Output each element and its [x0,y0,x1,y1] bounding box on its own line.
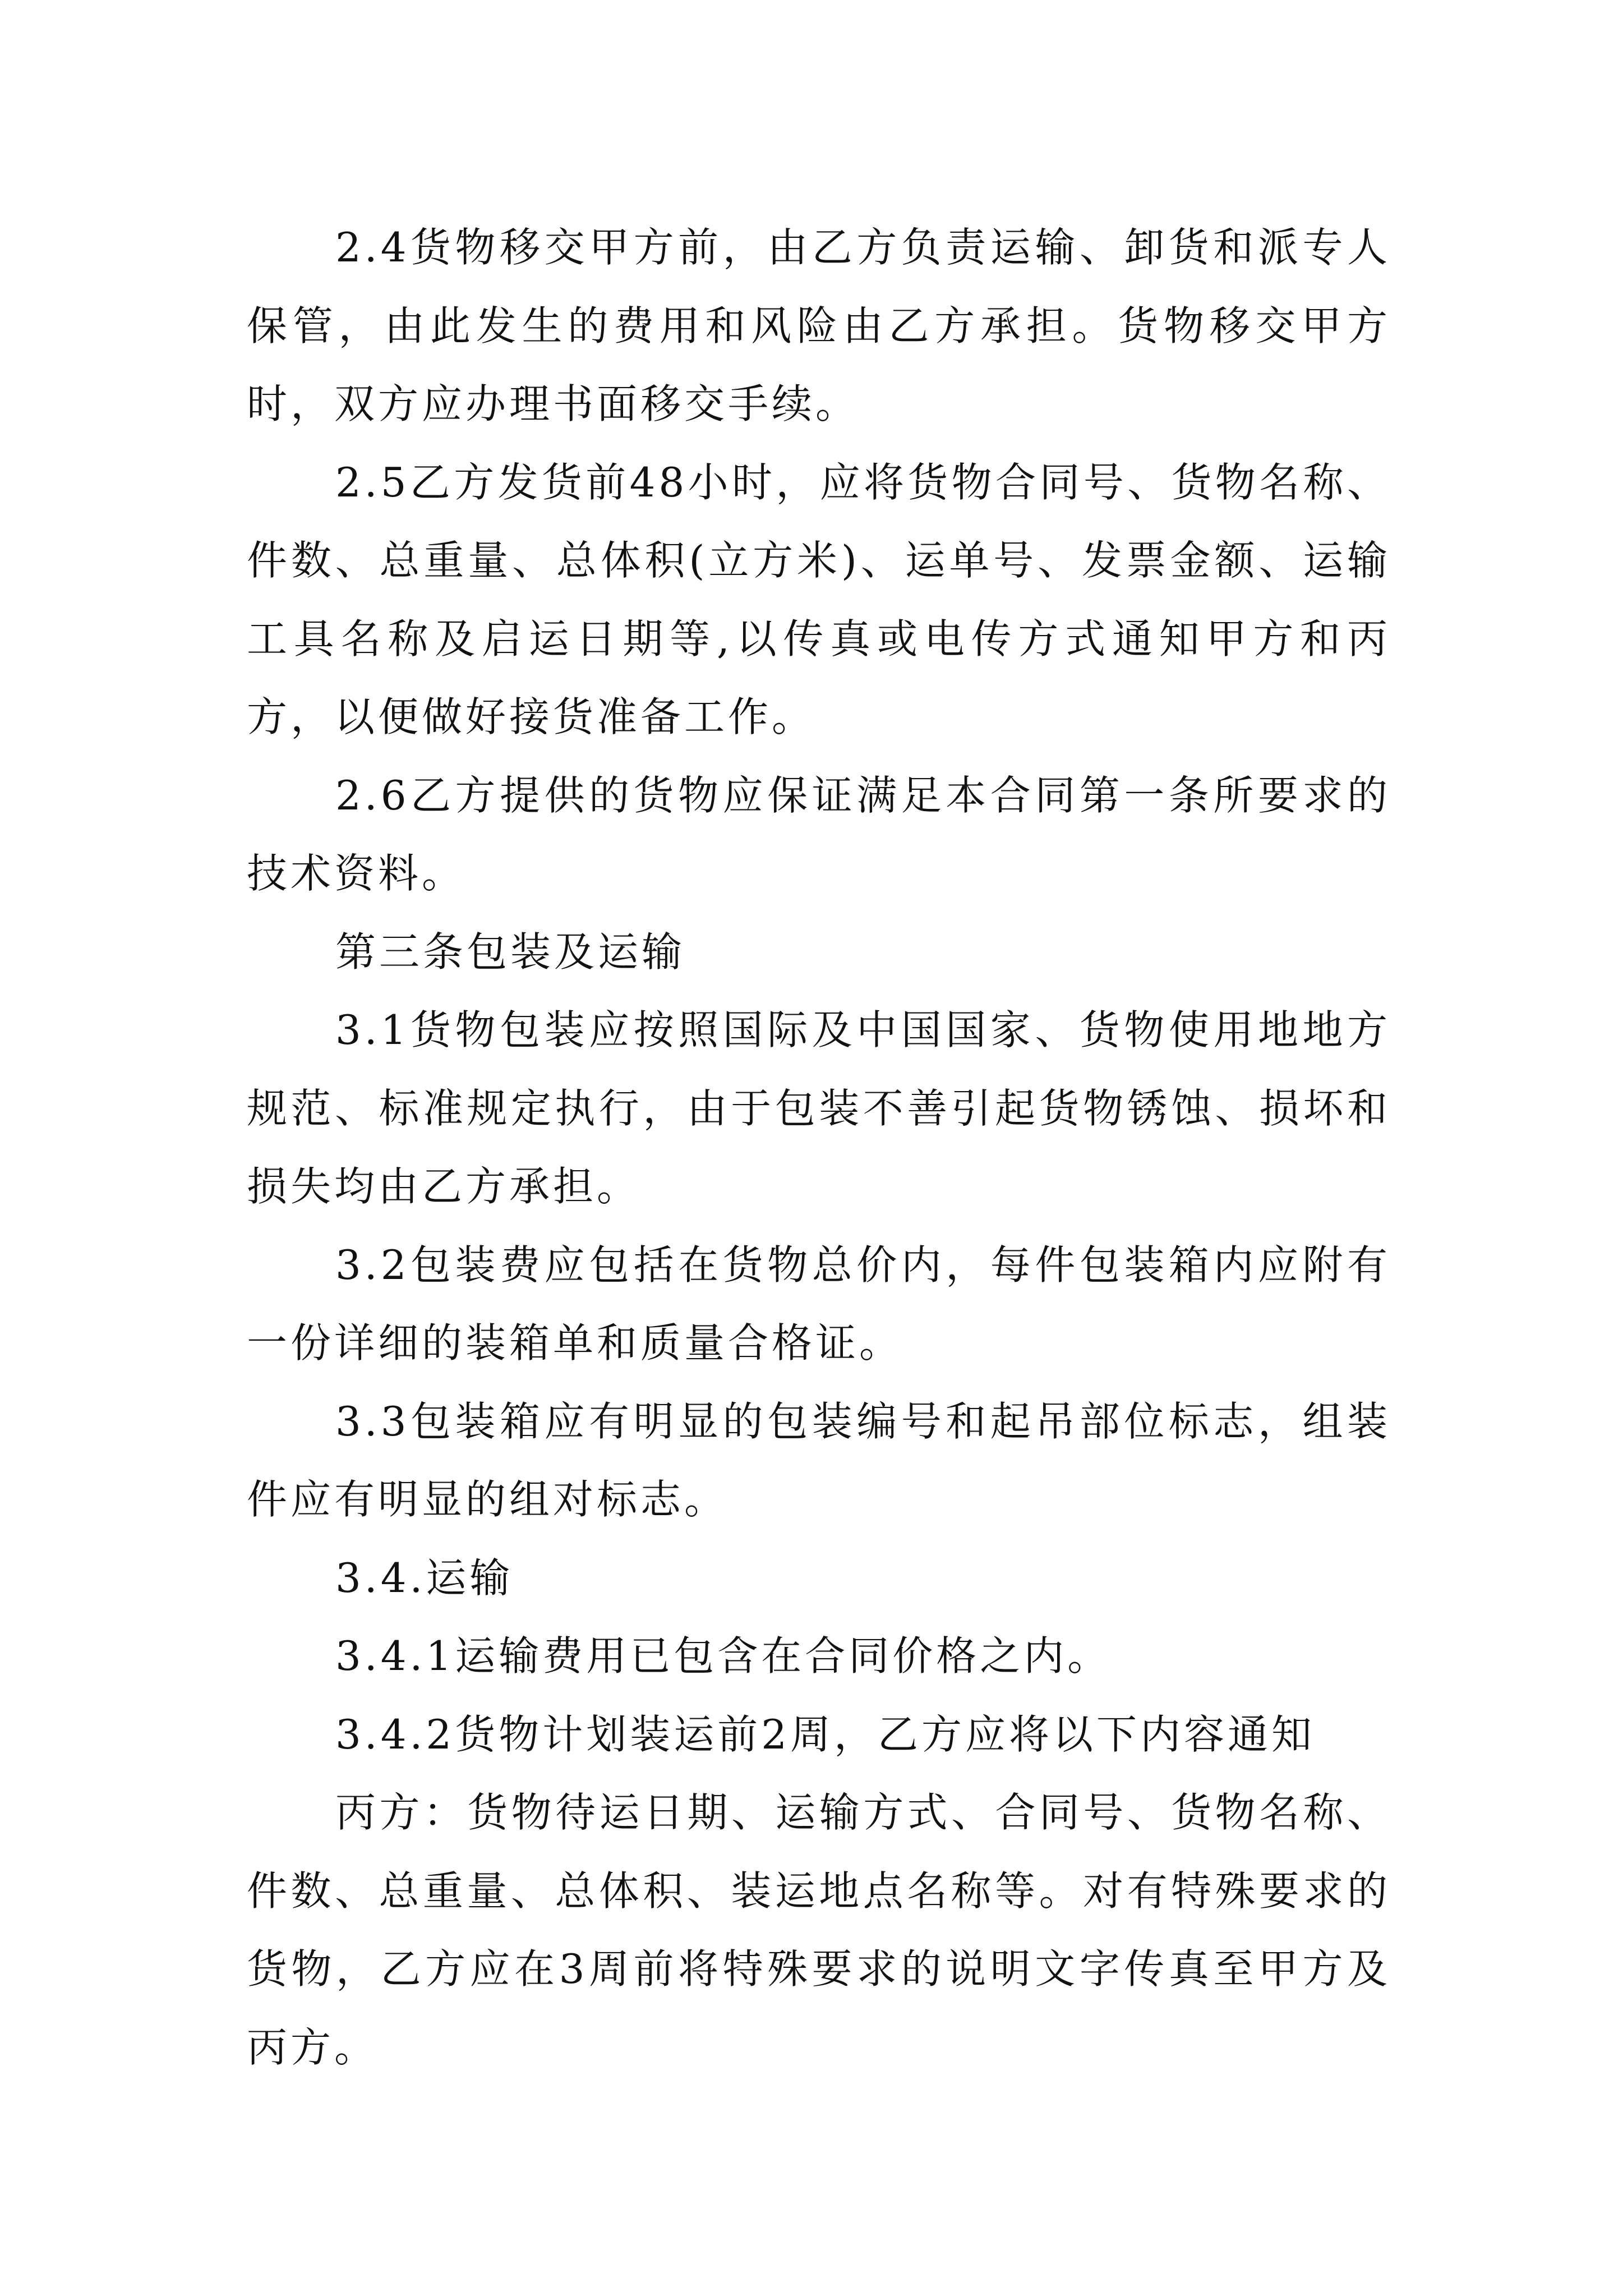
paragraph-3-4: 3.4.运输 [335,1554,514,1602]
paragraph-2-5: 2.5乙方发货前48小时，应将货物合同号、货物名称、件数、总重量、总体积(立方米)、运单号、发票金额、运输工具名称及启运日期等,以传真或电传方式通知甲方和丙方，以便做好接货准备工作。 [247,458,1391,740]
paragraph-3-1: 3.1货物包装应按照国际及中国国家、货物使用地地方规范、标准规定执行，由于包装不善引起货物锈蚀、损坏和损失均由乙方承担。 [247,1006,1391,1210]
paragraph-3-4-2-continued: 丙方：货物待运日期、运输方式、合同号、货物名称、件数、总重量、总体积、装运地点名称等。对有特殊要求的货物，乙方应在3周前将特殊要求的说明文字传真至甲方及丙方。 [247,1789,1391,2071]
paragraph-3-4-2: 3.4.2货物计划装运前2周，乙方应将以下内容通知 [335,1710,1316,1758]
paragraph-3-4-1: 3.4.1运输费用已包含在合同价格之内。 [335,1632,1112,1680]
paragraph-2-4: 2.4货物移交甲方前，由乙方负责运输、卸货和派专人保管，由此发生的费用和风险由乙方承担。货物移交甲方时，双方应办理书面移交手续。 [247,224,1391,427]
paragraph-3-2: 3.2包装费应包括在货物总价内，每件包装箱内应附有一份详细的装箱单和质量合格证。 [247,1241,1391,1366]
document-body [247,209,1391,2087]
paragraph-3-3: 3.3包装箱应有明显的包装编号和起吊部位标志，组装件应有明显的组对标志。 [247,1397,1391,1523]
section-heading-3: 第三条包装及运输 [335,928,686,976]
paragraph-2-6: 2.6乙方提供的货物应保证满足本合同第一条所要求的技术资料。 [247,771,1391,897]
